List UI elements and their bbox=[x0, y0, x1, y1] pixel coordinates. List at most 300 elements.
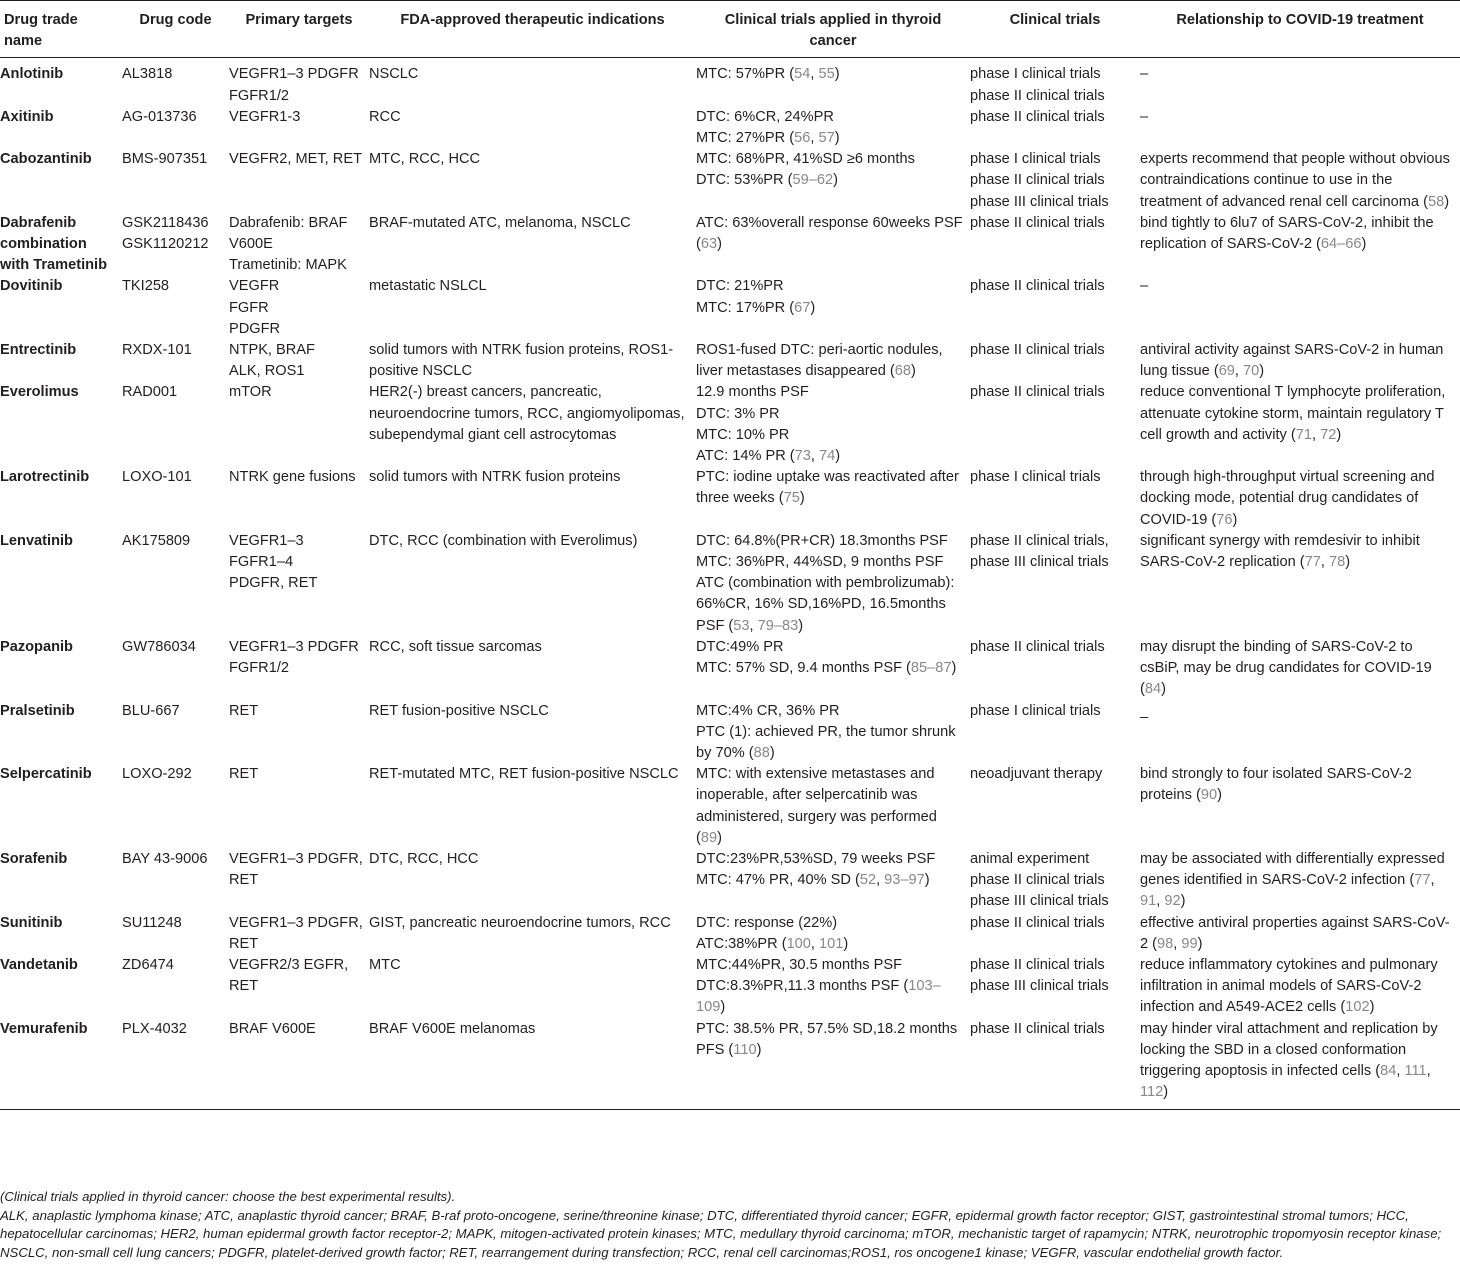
cell-drug-code: LOXO-292 bbox=[122, 766, 192, 783]
header-fda-indications: FDA-approved therapeutic indications bbox=[369, 1, 696, 58]
target-line: VEGFR bbox=[229, 278, 280, 295]
table-row bbox=[0, 276, 1460, 340]
trial-phase-line: phase I clinical trials bbox=[970, 66, 1101, 83]
result-line bbox=[696, 934, 964, 955]
reference-link[interactable]: 67 bbox=[794, 299, 811, 316]
reference-link[interactable]: 52 bbox=[859, 872, 877, 889]
cell-primary-targets bbox=[229, 149, 369, 213]
result-line bbox=[696, 382, 964, 403]
trial-phase-line: phase II clinical trials bbox=[970, 278, 1105, 295]
text-segment: may disrupt the binding of SARS-CoV-2 to csBiP, may be drug candidates for COVID-19 ( bbox=[1140, 638, 1432, 698]
reference-link[interactable]: 58 bbox=[1427, 193, 1445, 210]
reference-link[interactable]: 77 bbox=[1304, 554, 1321, 571]
target-line: VEGFR1–3 PDGFR, RET bbox=[229, 914, 363, 952]
cell-primary-targets bbox=[229, 213, 369, 277]
cell-drug-name: Sunitinib bbox=[0, 914, 63, 931]
cell-fda-indications: metastatic NSLCL bbox=[369, 278, 487, 295]
reference-link[interactable]: 56 bbox=[794, 130, 811, 147]
cell-primary-targets bbox=[229, 955, 369, 1019]
covid-text bbox=[1140, 382, 1454, 446]
cell-primary-targets bbox=[229, 467, 369, 531]
trial-phase-line: phase II clinical trials bbox=[970, 214, 1105, 231]
text-segment: MTC: 57%PR ( bbox=[696, 66, 795, 83]
table-row bbox=[0, 849, 1460, 913]
text-segment: ) bbox=[810, 299, 816, 316]
text-segment: ) bbox=[1163, 1084, 1169, 1101]
result-line bbox=[696, 340, 964, 382]
text-segment: may hinder viral attachment and replication by locking the SBD in a closed conformation triggering apoptosis in infected cells ( bbox=[1140, 1020, 1438, 1079]
reference-link[interactable]: 98 bbox=[1157, 935, 1174, 952]
result-line bbox=[696, 764, 964, 849]
trial-phase-line: phase II clinical trials bbox=[970, 342, 1105, 359]
table-row bbox=[0, 340, 1460, 382]
header-clinical-trials: Clinical trials bbox=[970, 1, 1140, 58]
cell-fda-indications: HER2(-) breast cancers, pancreatic, neuroendocrine tumors, RCC, angiomyolipomas, subependymal giant cell astrocytomas bbox=[369, 384, 685, 443]
trial-phase-line: phase II clinical trials bbox=[970, 872, 1105, 889]
reference-link[interactable]: 78 bbox=[1329, 554, 1346, 571]
result-line bbox=[696, 701, 964, 722]
cell-drug-code: AG-013736 bbox=[122, 108, 197, 125]
reference-link[interactable]: 112 bbox=[1140, 1084, 1164, 1101]
cell-fda-indications: GIST, pancreatic neuroendocrine tumors, RCC bbox=[369, 914, 671, 931]
trial-phase-line: phase I clinical trials bbox=[970, 151, 1101, 168]
cell-clinical-trials bbox=[970, 637, 1140, 701]
cell-primary-targets bbox=[229, 764, 369, 849]
text-segment: may be associated with differentially expressed genes identified in SARS-CoV-2 infection ( bbox=[1140, 850, 1445, 889]
cell-fda-indications: RET fusion-positive NSCLC bbox=[369, 702, 549, 719]
reference-link[interactable]: 64–66 bbox=[1320, 236, 1362, 253]
cell-covid-relationship bbox=[1140, 764, 1460, 849]
text-segment: PTC: iodine uptake was reactivated after three weeks ( bbox=[696, 469, 959, 507]
covid-text bbox=[1140, 913, 1454, 955]
result-line bbox=[696, 149, 964, 170]
reference-link[interactable]: 68 bbox=[894, 363, 911, 380]
reference-link[interactable]: 76 bbox=[1216, 511, 1233, 528]
reference-link[interactable]: 101 bbox=[819, 935, 844, 952]
text-segment: ) bbox=[1336, 426, 1342, 443]
cell-thyroid-trial-results bbox=[696, 701, 970, 765]
cell-primary-targets bbox=[229, 531, 369, 637]
text-segment: ) bbox=[1232, 511, 1238, 528]
cell-drug-name: Anlotinib bbox=[0, 66, 64, 83]
reference-link[interactable]: 88 bbox=[753, 744, 770, 761]
text-segment: ) bbox=[756, 1041, 762, 1058]
cell-fda-indications: RCC, soft tissue sarcomas bbox=[369, 638, 542, 655]
text-segment: , bbox=[810, 130, 819, 147]
table-row bbox=[0, 213, 1460, 277]
table-body bbox=[0, 58, 1460, 1110]
text-segment: DTC:8.3%PR,11.3 months PSF ( bbox=[696, 978, 909, 995]
text-segment: , bbox=[749, 617, 758, 634]
text-segment: ) bbox=[1361, 236, 1367, 253]
table-row bbox=[0, 149, 1460, 213]
reference-link[interactable]: 54 bbox=[794, 66, 811, 83]
text-segment: effective antiviral properties against SARS-CoV-2 ( bbox=[1140, 914, 1450, 952]
reference-link[interactable]: 53 bbox=[733, 617, 750, 634]
result-line bbox=[696, 298, 964, 319]
text-segment: ) bbox=[717, 829, 722, 846]
cell-drug-name: Lenvatinib bbox=[0, 532, 73, 549]
trial-phase-line: phase I clinical trials bbox=[970, 702, 1101, 719]
text-segment: , bbox=[1430, 872, 1435, 889]
text-segment: ) bbox=[1369, 999, 1375, 1016]
text-segment: DTC:23%PR,53%SD, 79 weeks PSF bbox=[696, 850, 936, 867]
text-segment: – bbox=[1140, 108, 1149, 125]
result-line bbox=[696, 976, 964, 1018]
text-segment: DTC: 64.8%(PR+CR) 18.3months PSF bbox=[696, 532, 948, 549]
header-covid-relationship: Relationship to COVID-19 treatment bbox=[1140, 1, 1460, 58]
text-segment: , bbox=[1396, 1062, 1405, 1079]
reference-link[interactable]: 91 bbox=[1140, 893, 1157, 910]
target-line: BRAF V600E bbox=[229, 1020, 316, 1037]
text-segment: MTC:44%PR, 30.5 months PSF bbox=[696, 956, 903, 973]
cell-clinical-trials bbox=[970, 913, 1140, 955]
reference-link[interactable]: 111 bbox=[1404, 1062, 1427, 1079]
text-segment: , bbox=[876, 872, 885, 889]
text-segment: PTC: 38.5% PR, 57.5% SD,18.2 months PFS ( bbox=[696, 1020, 958, 1058]
reference-link[interactable]: 99 bbox=[1181, 935, 1198, 952]
text-segment: ) bbox=[799, 490, 805, 507]
cell-primary-targets bbox=[229, 340, 369, 382]
text-segment: , bbox=[1173, 935, 1182, 952]
cell-drug-name: Larotrectinib bbox=[0, 469, 90, 486]
text-segment: ) bbox=[1259, 363, 1265, 380]
text-segment: _ bbox=[1140, 702, 1149, 719]
reference-link[interactable]: 70 bbox=[1243, 363, 1260, 380]
covid-text bbox=[1140, 531, 1454, 573]
cell-primary-targets bbox=[229, 382, 369, 467]
reference-link[interactable]: 77 bbox=[1414, 872, 1431, 889]
trial-phase-line: phase II clinical trials bbox=[970, 384, 1105, 401]
table-row bbox=[0, 107, 1460, 149]
cell-drug-code: TKI258 bbox=[122, 278, 170, 295]
cell-covid-relationship bbox=[1140, 340, 1460, 382]
result-line bbox=[696, 1019, 964, 1061]
footnote-selection-note: (Clinical trials applied in thyroid cancer: choose the best experimental results). bbox=[0, 1189, 456, 1204]
cell-drug-name: Dabrafenib combination with Trametinib bbox=[0, 214, 108, 274]
result-line bbox=[696, 425, 964, 446]
covid-text bbox=[1140, 107, 1454, 128]
trial-phase-line: phase III clinical trials bbox=[970, 193, 1109, 210]
reference-link[interactable]: 74 bbox=[819, 448, 836, 465]
text-segment: ROS1-fused DTC: peri-aortic nodules, liver metastases disappeared ( bbox=[696, 342, 943, 380]
cell-drug-name: Cabozantinib bbox=[0, 151, 92, 168]
cell-thyroid-trial-results bbox=[696, 58, 970, 107]
cell-clinical-trials bbox=[970, 531, 1140, 637]
table-row bbox=[0, 764, 1460, 849]
reference-link[interactable]: 63 bbox=[700, 236, 718, 253]
reference-link[interactable]: 89 bbox=[700, 829, 718, 846]
cell-primary-targets bbox=[229, 849, 369, 913]
trial-phase-line: neoadjuvant therapy bbox=[970, 766, 1103, 783]
cell-primary-targets bbox=[229, 1019, 369, 1110]
text-segment: – bbox=[1140, 66, 1149, 83]
target-line: FGFR1–4 bbox=[229, 554, 294, 571]
table-row bbox=[0, 637, 1460, 701]
trial-phase-line: phase III clinical trials bbox=[970, 893, 1109, 910]
cell-clinical-trials bbox=[970, 467, 1140, 531]
text-segment: 12.9 months PSF bbox=[696, 384, 809, 401]
cell-drug-code: LOXO-101 bbox=[122, 469, 192, 486]
text-segment: ATC: 63%overall response 60weeks PSF ( bbox=[696, 214, 963, 253]
cell-fda-indications: DTC, RCC (combination with Everolimus) bbox=[369, 532, 638, 549]
text-segment: DTC: 21%PR bbox=[696, 278, 784, 295]
reference-link[interactable]: 100 bbox=[786, 935, 811, 952]
text-segment: reduce conventional T lymphocyte proliferation, attenuate cytokine storm, maintain regulatory T cell growth and activity ( bbox=[1140, 384, 1446, 443]
cell-covid-relationship bbox=[1140, 467, 1460, 531]
header-drug-trade-name: Drug trade name bbox=[0, 1, 122, 58]
table-row bbox=[0, 531, 1460, 637]
cell-clinical-trials bbox=[970, 276, 1140, 340]
table-row bbox=[0, 701, 1460, 765]
table-row bbox=[0, 382, 1460, 467]
result-line bbox=[696, 446, 964, 467]
text-segment: ) bbox=[1217, 787, 1222, 804]
table-row bbox=[0, 1019, 1460, 1110]
text-segment: ) bbox=[798, 617, 804, 634]
covid-text bbox=[1140, 955, 1454, 1019]
text-segment: bind tightly to 6lu7 of SARS-CoV-2, inhibit the replication of SARS-CoV-2 ( bbox=[1140, 214, 1434, 253]
text-segment: , bbox=[1320, 554, 1329, 571]
cell-covid-relationship bbox=[1140, 701, 1460, 765]
target-line: VEGFR1–3 bbox=[229, 532, 304, 549]
text-segment: ) bbox=[835, 448, 841, 465]
cell-fda-indications: BRAF-mutated ATC, melanoma, NSCLC bbox=[369, 214, 631, 231]
text-segment: through high-throughput virtual screening and docking mode, potential drug candidates of COVID-19 ( bbox=[1140, 469, 1435, 528]
text-segment: ATC:38%PR ( bbox=[696, 935, 787, 952]
cell-drug-code: PLX-4032 bbox=[122, 1019, 229, 1110]
cell-covid-relationship bbox=[1140, 58, 1460, 107]
target-line: mTOR bbox=[229, 384, 272, 401]
cell-thyroid-trial-results bbox=[696, 637, 970, 701]
trial-phase-line: phase II clinical trials bbox=[970, 87, 1105, 104]
reference-link[interactable]: 69 bbox=[1218, 363, 1235, 380]
cell-clinical-trials bbox=[970, 213, 1140, 277]
target-line: VEGFR1-3 bbox=[229, 108, 301, 125]
text-segment: ATC: 14% PR ( bbox=[696, 448, 795, 465]
cell-drug-code: GW786034 bbox=[122, 638, 196, 655]
covid-text bbox=[1140, 149, 1454, 213]
text-segment: DTC: 6%CR, 24%PR bbox=[696, 108, 834, 125]
result-line bbox=[696, 170, 964, 191]
cell-drug-code: BMS-907351 bbox=[122, 151, 208, 168]
cell-drug-name: Pazopanib bbox=[0, 638, 73, 655]
cell-clinical-trials bbox=[970, 849, 1140, 913]
cell-thyroid-trial-results bbox=[696, 107, 970, 149]
text-segment: ) bbox=[1161, 681, 1166, 698]
cell-thyroid-trial-results bbox=[696, 467, 970, 531]
cell-drug-name: Vandetanib bbox=[0, 956, 78, 973]
cell-thyroid-trial-results bbox=[696, 382, 970, 467]
table-header-row bbox=[0, 1, 1460, 58]
result-line bbox=[696, 276, 964, 297]
text-segment: MTC: 36%PR, 44%SD, 9 months PSF bbox=[696, 554, 944, 571]
table-row bbox=[0, 467, 1460, 531]
cell-fda-indications: solid tumors with NTRK fusion proteins, ROS1-positive NSCLC bbox=[369, 342, 674, 380]
cell-clinical-trials bbox=[970, 382, 1140, 467]
reference-link[interactable]: 84 bbox=[1144, 681, 1162, 698]
cell-fda-indications: NSCLC bbox=[369, 66, 419, 83]
text-segment: PTC (1): achieved PR, the tumor shrunk by 70% ( bbox=[696, 723, 956, 761]
cell-drug-code: GSK2118436 GSK1120212 bbox=[122, 214, 209, 253]
reference-link[interactable]: 79–83 bbox=[757, 617, 799, 634]
cell-drug-code: ZD6474 bbox=[122, 956, 174, 973]
text-segment: , bbox=[1311, 426, 1321, 443]
target-line: ALK, ROS1 bbox=[229, 363, 305, 380]
target-line: Dabrafenib: BRAF V600E bbox=[229, 214, 348, 253]
reference-link[interactable]: 93–97 bbox=[884, 872, 925, 889]
covid-text bbox=[1140, 849, 1454, 913]
trial-phase-line: phase III clinical trials bbox=[970, 554, 1109, 571]
text-segment: ATC (combination with pembrolizumab): 66%CR, 16% SD,16%PD, 16.5months PSF ( bbox=[696, 575, 955, 634]
text-segment: MTC:4% CR, 36% PR bbox=[696, 702, 840, 719]
result-line bbox=[696, 64, 964, 85]
cell-covid-relationship bbox=[1140, 531, 1460, 637]
cell-primary-targets bbox=[229, 107, 369, 149]
text-segment: ) bbox=[951, 660, 957, 677]
cell-fda-indications: MTC bbox=[369, 956, 401, 973]
covid-text bbox=[1140, 1019, 1454, 1104]
cell-thyroid-trial-results bbox=[696, 849, 970, 913]
cell-drug-name: Vemurafenib bbox=[0, 1019, 122, 1110]
covid-text bbox=[1140, 701, 1454, 722]
reference-link[interactable]: 72 bbox=[1320, 426, 1337, 443]
text-segment: , bbox=[1426, 1062, 1431, 1079]
text-segment: bind strongly to four isolated SARS-CoV-2 proteins ( bbox=[1140, 766, 1412, 804]
text-segment: , bbox=[1234, 363, 1244, 380]
text-segment: – bbox=[1140, 278, 1149, 295]
cell-clinical-trials bbox=[970, 955, 1140, 1019]
text-segment: ) bbox=[834, 66, 840, 83]
text-segment: ) bbox=[843, 935, 849, 952]
table-row bbox=[0, 913, 1460, 955]
cell-thyroid-trial-results bbox=[696, 1019, 970, 1110]
table-footnotes bbox=[0, 1188, 1460, 1262]
result-line bbox=[696, 913, 964, 934]
text-segment: MTC: 47% PR, 40% SD ( bbox=[696, 872, 860, 889]
text-segment: MTC: 27%PR ( bbox=[696, 130, 795, 147]
cell-drug-code: BAY 43-9006 bbox=[122, 850, 208, 867]
trial-phase-line: phase I clinical trials bbox=[970, 469, 1101, 486]
text-segment: MTC: 68%PR, 41%SD ≥6 months bbox=[696, 151, 915, 168]
reference-link[interactable]: 92 bbox=[1164, 893, 1181, 910]
target-line: NTPK, BRAF bbox=[229, 342, 315, 359]
reference-link[interactable]: 73 bbox=[794, 448, 811, 465]
text-segment: , bbox=[810, 448, 820, 465]
result-line bbox=[696, 128, 964, 149]
text-segment: ) bbox=[769, 744, 775, 761]
cell-clinical-trials bbox=[970, 340, 1140, 382]
result-line bbox=[696, 637, 964, 658]
text-segment: , bbox=[1156, 893, 1165, 910]
result-line bbox=[696, 552, 964, 573]
result-line bbox=[696, 213, 964, 255]
cell-fda-indications: RCC bbox=[369, 108, 401, 125]
result-line bbox=[696, 573, 964, 637]
cell-covid-relationship bbox=[1140, 913, 1460, 955]
result-line bbox=[696, 467, 964, 509]
reference-link[interactable]: 102 bbox=[1345, 999, 1370, 1016]
text-segment: DTC: 3% PR bbox=[696, 405, 780, 422]
cell-drug-name: Sorafenib bbox=[0, 850, 68, 867]
cell-covid-relationship bbox=[1140, 1019, 1460, 1110]
reference-link[interactable]: 110 bbox=[733, 1041, 757, 1058]
text-segment: DTC: 53%PR ( bbox=[696, 172, 793, 189]
cell-clinical-trials bbox=[970, 1019, 1140, 1110]
cell-fda-indications: BRAF V600E melanomas bbox=[369, 1019, 696, 1110]
cell-covid-relationship bbox=[1140, 107, 1460, 149]
trial-phase-line: phase III clinical trials bbox=[970, 978, 1109, 995]
result-line bbox=[696, 849, 964, 870]
cell-primary-targets bbox=[229, 58, 369, 107]
text-segment: ) bbox=[1444, 193, 1450, 210]
covid-text bbox=[1140, 213, 1454, 255]
reference-link[interactable]: 103–109 bbox=[696, 978, 941, 1016]
cell-drug-code: BLU-667 bbox=[122, 702, 180, 719]
trial-phase-line: animal experiment bbox=[970, 850, 1090, 867]
cell-drug-name: Entrectinib bbox=[0, 342, 77, 359]
cell-covid-relationship bbox=[1140, 955, 1460, 1019]
text-segment: ) bbox=[717, 236, 722, 253]
cell-covid-relationship bbox=[1140, 849, 1460, 913]
cell-drug-code: SU11248 bbox=[122, 914, 182, 931]
text-segment: ) bbox=[834, 130, 840, 147]
cell-thyroid-trial-results bbox=[696, 913, 970, 955]
trial-phase-line: phase II clinical trials bbox=[970, 108, 1105, 125]
cell-thyroid-trial-results bbox=[696, 764, 970, 849]
text-segment: ) bbox=[910, 363, 916, 380]
reference-link[interactable]: 59–62 bbox=[792, 172, 834, 189]
reference-link[interactable]: 84 bbox=[1380, 1062, 1397, 1079]
target-line: VEGFR1–3 PDGFR FGFR1/2 bbox=[229, 638, 359, 677]
cell-fda-indications: MTC, RCC, HCC bbox=[369, 151, 481, 168]
text-segment: MTC: with extensive metastases and inoperable, after selpercatinib was administered, surgery was performed ( bbox=[696, 766, 937, 846]
cell-primary-targets bbox=[229, 913, 369, 955]
reference-link[interactable]: 90 bbox=[1200, 787, 1218, 804]
cell-thyroid-trial-results bbox=[696, 149, 970, 213]
reference-link[interactable]: 55 bbox=[818, 66, 835, 83]
cell-drug-name: Dovitinib bbox=[0, 278, 63, 295]
text-segment: MTC: 17%PR ( bbox=[696, 299, 795, 316]
cell-thyroid-trial-results bbox=[696, 213, 970, 277]
reference-link[interactable]: 57 bbox=[818, 130, 835, 147]
trial-phase-line: phase II clinical trials bbox=[970, 1020, 1105, 1037]
reference-link[interactable]: 71 bbox=[1295, 426, 1312, 443]
cell-drug-name: Axitinib bbox=[0, 108, 54, 125]
cell-primary-targets bbox=[229, 637, 369, 701]
cell-drug-code: RXDX-101 bbox=[122, 342, 192, 359]
text-segment: experts recommend that people without obvious contraindications continue to use in the treatment of advanced renal cell carcinoma ( bbox=[1140, 151, 1450, 210]
cell-fda-indications: solid tumors with NTRK fusion proteins bbox=[369, 469, 621, 486]
cell-clinical-trials bbox=[970, 149, 1140, 213]
target-line: VEGFR2/3 EGFR, RET bbox=[229, 956, 349, 995]
reference-link[interactable]: 75 bbox=[783, 490, 800, 507]
text-segment: MTC: 57% SD, 9.4 months PSF ( bbox=[696, 660, 911, 677]
covid-text bbox=[1140, 467, 1454, 531]
covid-text bbox=[1140, 64, 1454, 85]
reference-link[interactable]: 85–87 bbox=[910, 660, 952, 677]
cell-drug-name: Pralsetinib bbox=[0, 702, 75, 719]
cell-drug-code: AK175809 bbox=[122, 532, 191, 549]
table-row bbox=[0, 955, 1460, 1019]
cell-clinical-trials bbox=[970, 764, 1140, 849]
text-segment: ) bbox=[1180, 893, 1186, 910]
target-line: VEGFR1–3 PDGFR, RET bbox=[229, 850, 363, 889]
header-primary-targets: Primary targets bbox=[229, 1, 369, 58]
trial-phase-line: phase II clinical trials bbox=[970, 172, 1105, 189]
cell-clinical-trials bbox=[970, 701, 1140, 765]
cell-covid-relationship bbox=[1140, 276, 1460, 340]
